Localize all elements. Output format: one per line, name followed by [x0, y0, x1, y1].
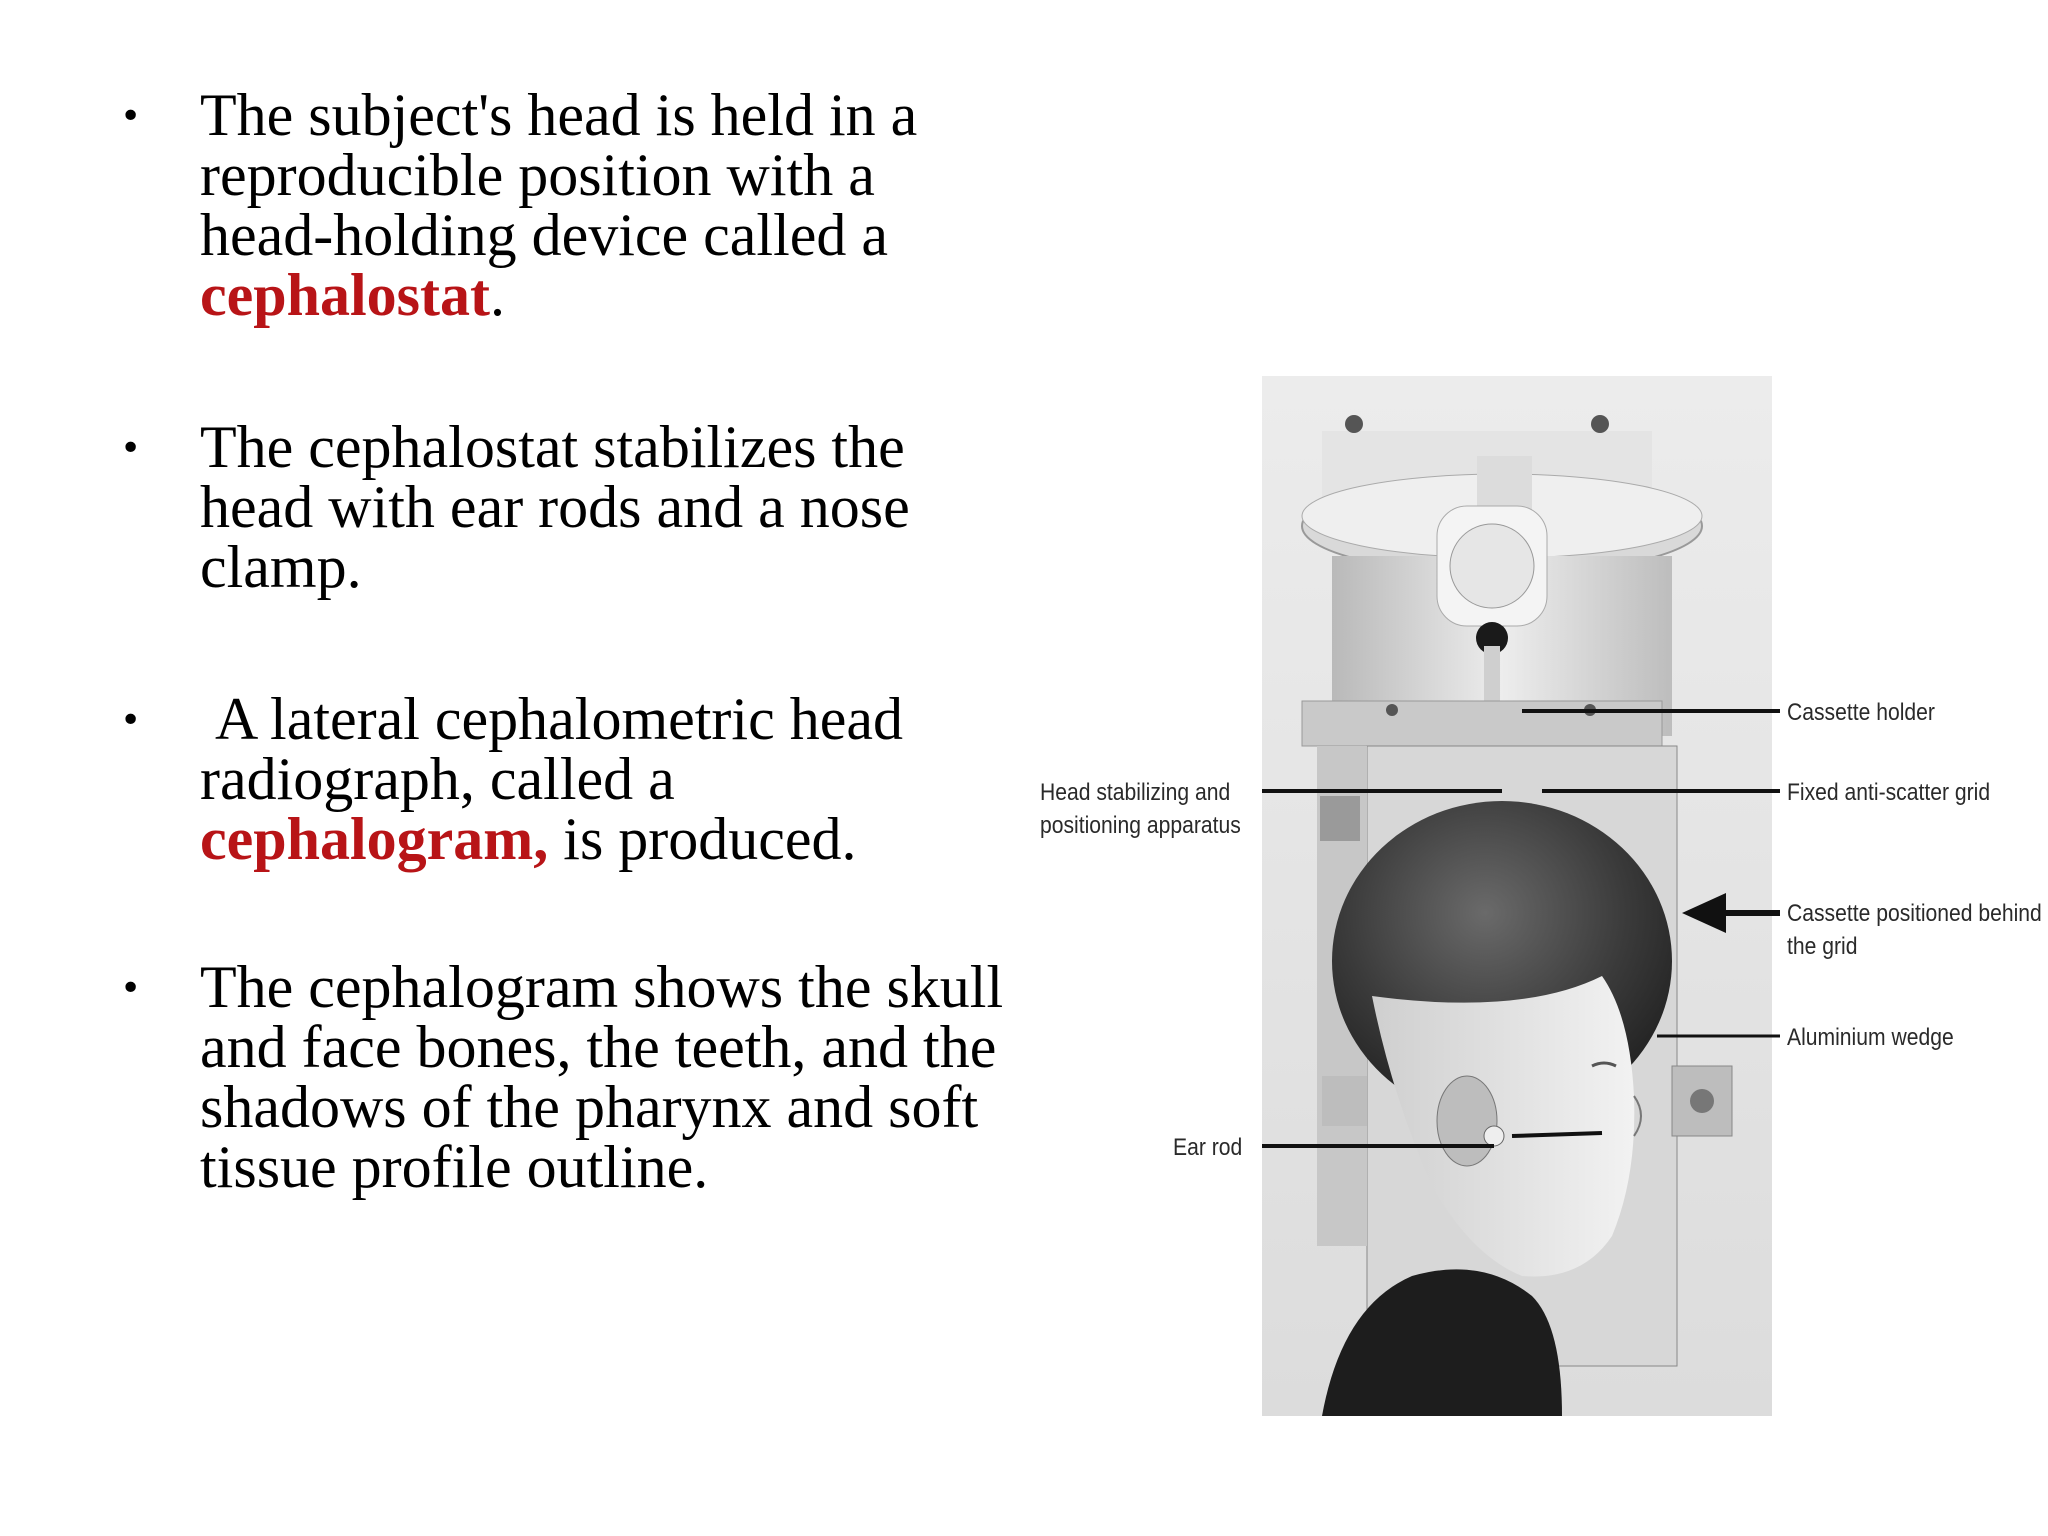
callout-head-stabilizing [1040, 776, 1241, 842]
bullet-marker: • [120, 428, 142, 469]
bullet-text: The cephalostat stabilizes the head with ear rods and a nose clamp. [200, 414, 910, 600]
bullet-text: The subject's head is held in a reproducible position with a head-holding device called a [200, 82, 918, 268]
callout-head-stabilizing-line2: positioning apparatus [1040, 812, 1241, 839]
bullet-marker: • [120, 700, 142, 741]
callout-cassette-positioned-line2: the grid [1787, 933, 1858, 960]
bullet-text-end: . [489, 262, 505, 328]
bullet-text: A lateral cephalometric head radiograph, called a [200, 686, 918, 812]
callout-head-stabilizing-line1: Head stabilizing and [1040, 779, 1231, 806]
callout-cassette-positioned-line1: Cassette positioned behind [1787, 900, 2042, 927]
bullet-marker: • [120, 968, 142, 1009]
callout-cassette-positioned [1787, 897, 2042, 963]
highlight-term-cephalostat: cephalostat [200, 262, 490, 328]
callout-fixed-anti-scatter-grid: Fixed anti-scatter grid [1787, 779, 1991, 806]
callout-ear-rod: Ear rod [1173, 1134, 1243, 1161]
callout-aluminium-wedge: Aluminium wedge [1787, 1024, 1954, 1051]
highlight-term-cephalogram: cephalogram, [200, 806, 549, 872]
bullet-text-end: is produced. [548, 806, 857, 872]
bullet-text: The cephalogram shows the skull and face bones, the teeth, and the shadows of the pharynx and soft tissue profile outline. [200, 954, 1004, 1200]
callout-cassette-holder: Cassette holder [1787, 699, 1935, 726]
bullet-marker: • [120, 96, 142, 137]
